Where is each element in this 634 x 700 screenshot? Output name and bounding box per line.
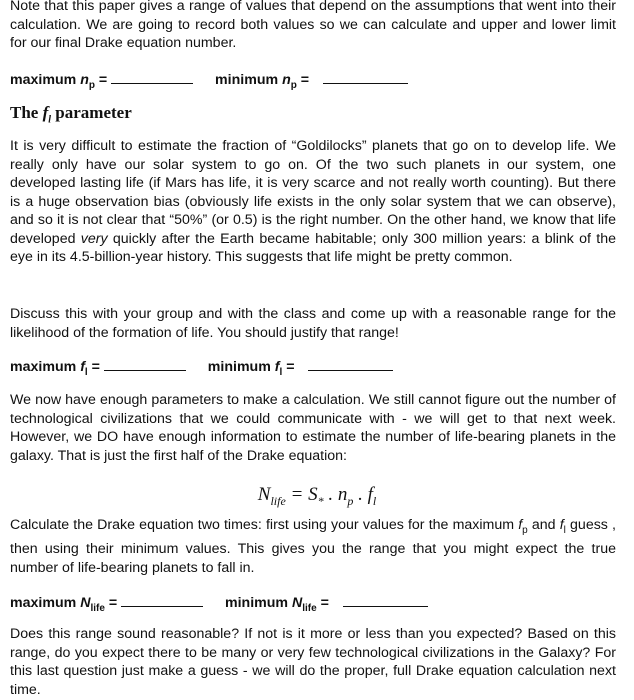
calculate-twice-paragraph: Calculate the Drake equation two times: first using your values for the maximum $f_p$ and $f_l$ guess , then using their minimum values. This gives you the range that you might expect the true number of life-bearing planets to fall in. [10, 517, 616, 576]
final-questions-paragraph: Does this range sound reasonable? If not is it more or less than you expected? Based on this range, do you expect there to be many or very few technological civilizations in the Galaxy? For this last question just make a guess - we will do the proper, full Drake equation calculation next time. [10, 626, 616, 698]
fl-explanation-paragraph: It is very difficult to estimate the fraction of “Goldilocks” planets that go on to develop life. We really only have our solar system to go on. Of the two such planets in our system, one developed lasting life (if Mars has life, it is very scarce and not really worth counting). But there is a huge observation bias (obviously life exists in the only solar system that we can observe), and so it is not clear that “50%” (or 0.5) is the right number. On the other hand, we know that life developed very quickly after the Earth became habitable; only 300 million years: a blink of the eye in its 4.5-billion-year history. This suggests that life might be pretty common. [10, 138, 616, 265]
fl-answer-row [10, 358, 393, 382]
nlife-max-label: maximum $N_{life}$ = [10, 595, 122, 614]
fl-max-label: maximum $f_l$ = [10, 359, 104, 378]
np-answer-row [10, 71, 408, 95]
nlife-min-label: minimum $N_{life}$ = [224, 595, 329, 614]
nlife-answer-row [10, 594, 428, 618]
np-max-label: maximum $n_p$ = [10, 72, 112, 91]
fl-parameter-heading: The $f_l$ parameter [10, 103, 132, 126]
nlife-min-blank[interactable] [343, 596, 428, 607]
np-min-label: minimum $n_p$ = [215, 72, 310, 91]
intro-paragraph: Note that this paper gives a range of values that depend on the assumptions that went into their calculation. We are going to record both values so we can calculate and upper and lower limit for our final Drake equation number. [10, 0, 616, 51]
discuss-paragraph: Discuss this with your group and with the class and come up with a reasonable range for the likelihood of the formation of life. You should justify that range! [10, 306, 616, 341]
drake-equation-half: $N_{life} = S_*$ . $n_p$ . $f_l$ [257, 484, 377, 508]
calculation-paragraph: We now have enough parameters to make a calculation. We still cannot figure out the number of technological civilizations that we could communicate with - we will get to that next week. However, we DO have enough information to estimate the number of life-bearing planets in the galaxy. That is just the first half of the Drake equation: [10, 392, 616, 464]
np-min-blank[interactable] [323, 73, 408, 84]
fl-min-label: minimum $f_l$ = [207, 359, 295, 378]
fl-max-blank[interactable] [104, 360, 186, 371]
fl-min-blank[interactable] [308, 360, 393, 371]
np-max-blank[interactable] [111, 73, 193, 84]
nlife-max-blank[interactable] [121, 596, 203, 607]
